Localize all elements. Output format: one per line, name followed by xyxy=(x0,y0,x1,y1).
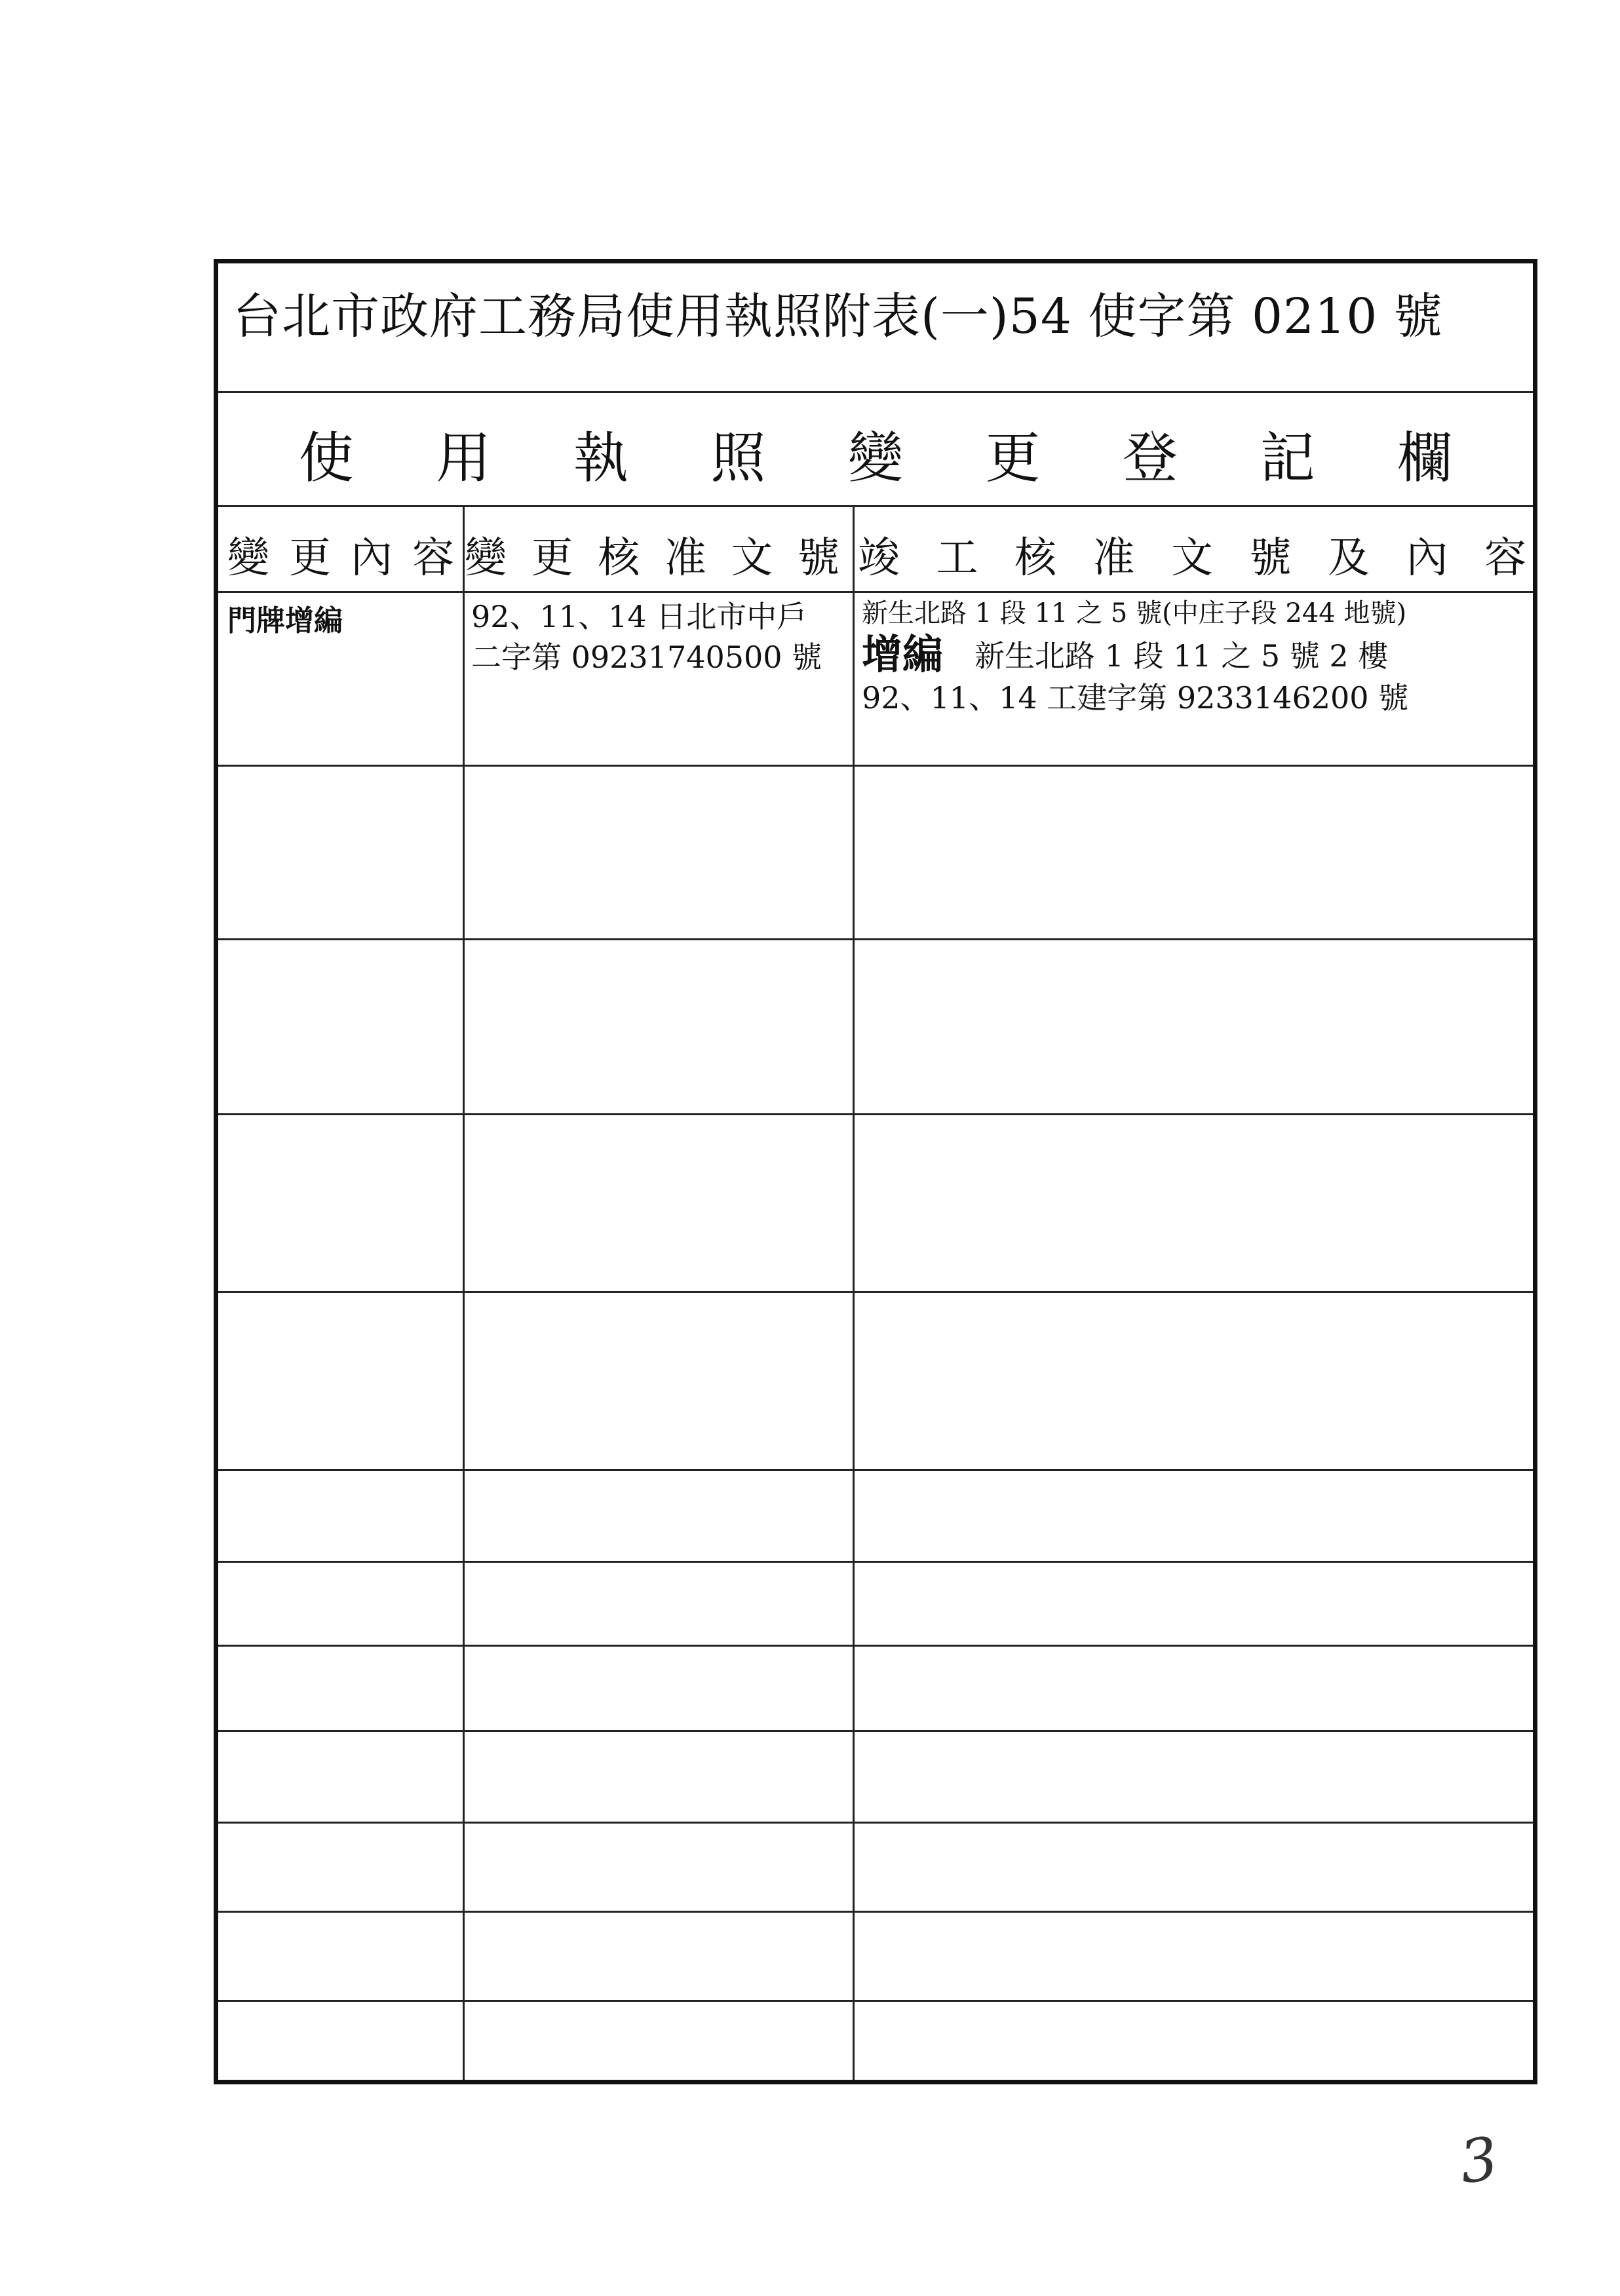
row-divider xyxy=(218,1113,1533,1115)
entry-approval-doc-line: 二字第 09231740500 號 xyxy=(471,640,822,675)
heading-char: 更 xyxy=(985,426,1041,490)
heading-char: 照 xyxy=(710,426,766,490)
row-divider xyxy=(218,1730,1533,1732)
entry-change-content: 門牌增編 xyxy=(227,604,343,638)
column-header-completion-doc-and-content: 竣 工 核 准 文 號 及 內 容 xyxy=(858,534,1526,583)
entry-completion-added-label: 增編 xyxy=(862,630,944,678)
title-divider xyxy=(218,391,1533,393)
column-header-approval-doc-number: 變 更 核 准 文 號 xyxy=(465,534,839,583)
heading-char: 記 xyxy=(1260,426,1315,490)
row-divider xyxy=(218,765,1533,767)
register-heading xyxy=(218,426,1533,490)
entry-completion-line: 92、11、14 工建字第 9233146200 號 xyxy=(862,680,1409,716)
entry-completion-line: 新生北路 1 段 11 之 5 號 2 樓 xyxy=(974,638,1389,674)
heading-char: 變 xyxy=(847,426,903,490)
column-header-divider xyxy=(218,591,1533,593)
entry-completion-line: 新生北路 1 段 11 之 5 號(中庄子段 244 地號) xyxy=(862,598,1407,628)
row-divider xyxy=(218,1291,1533,1293)
heading-char: 欄 xyxy=(1397,426,1453,490)
row-divider xyxy=(218,1561,1533,1563)
row-divider xyxy=(218,1911,1533,1913)
usage-permit-change-register-form xyxy=(214,259,1537,2084)
row-divider xyxy=(218,2000,1533,2002)
row-divider xyxy=(218,1822,1533,1824)
column-header-change-content: 變 更 內 容 xyxy=(227,534,454,583)
heading-char: 使 xyxy=(298,426,354,490)
row-divider xyxy=(218,938,1533,940)
heading-divider xyxy=(218,505,1533,507)
row-divider xyxy=(218,1469,1533,1471)
heading-char: 登 xyxy=(1123,426,1178,490)
heading-char: 執 xyxy=(573,426,628,490)
handwritten-page-number: 3 xyxy=(1455,2124,1503,2198)
heading-char: 用 xyxy=(436,426,492,490)
form-title: 台北市政府工務局使用執照附表(一)54 使字第 0210 號 xyxy=(233,288,1443,345)
row-divider xyxy=(218,1645,1533,1647)
entry-approval-doc-line: 92、11、14 日北市中戶 xyxy=(471,599,807,634)
